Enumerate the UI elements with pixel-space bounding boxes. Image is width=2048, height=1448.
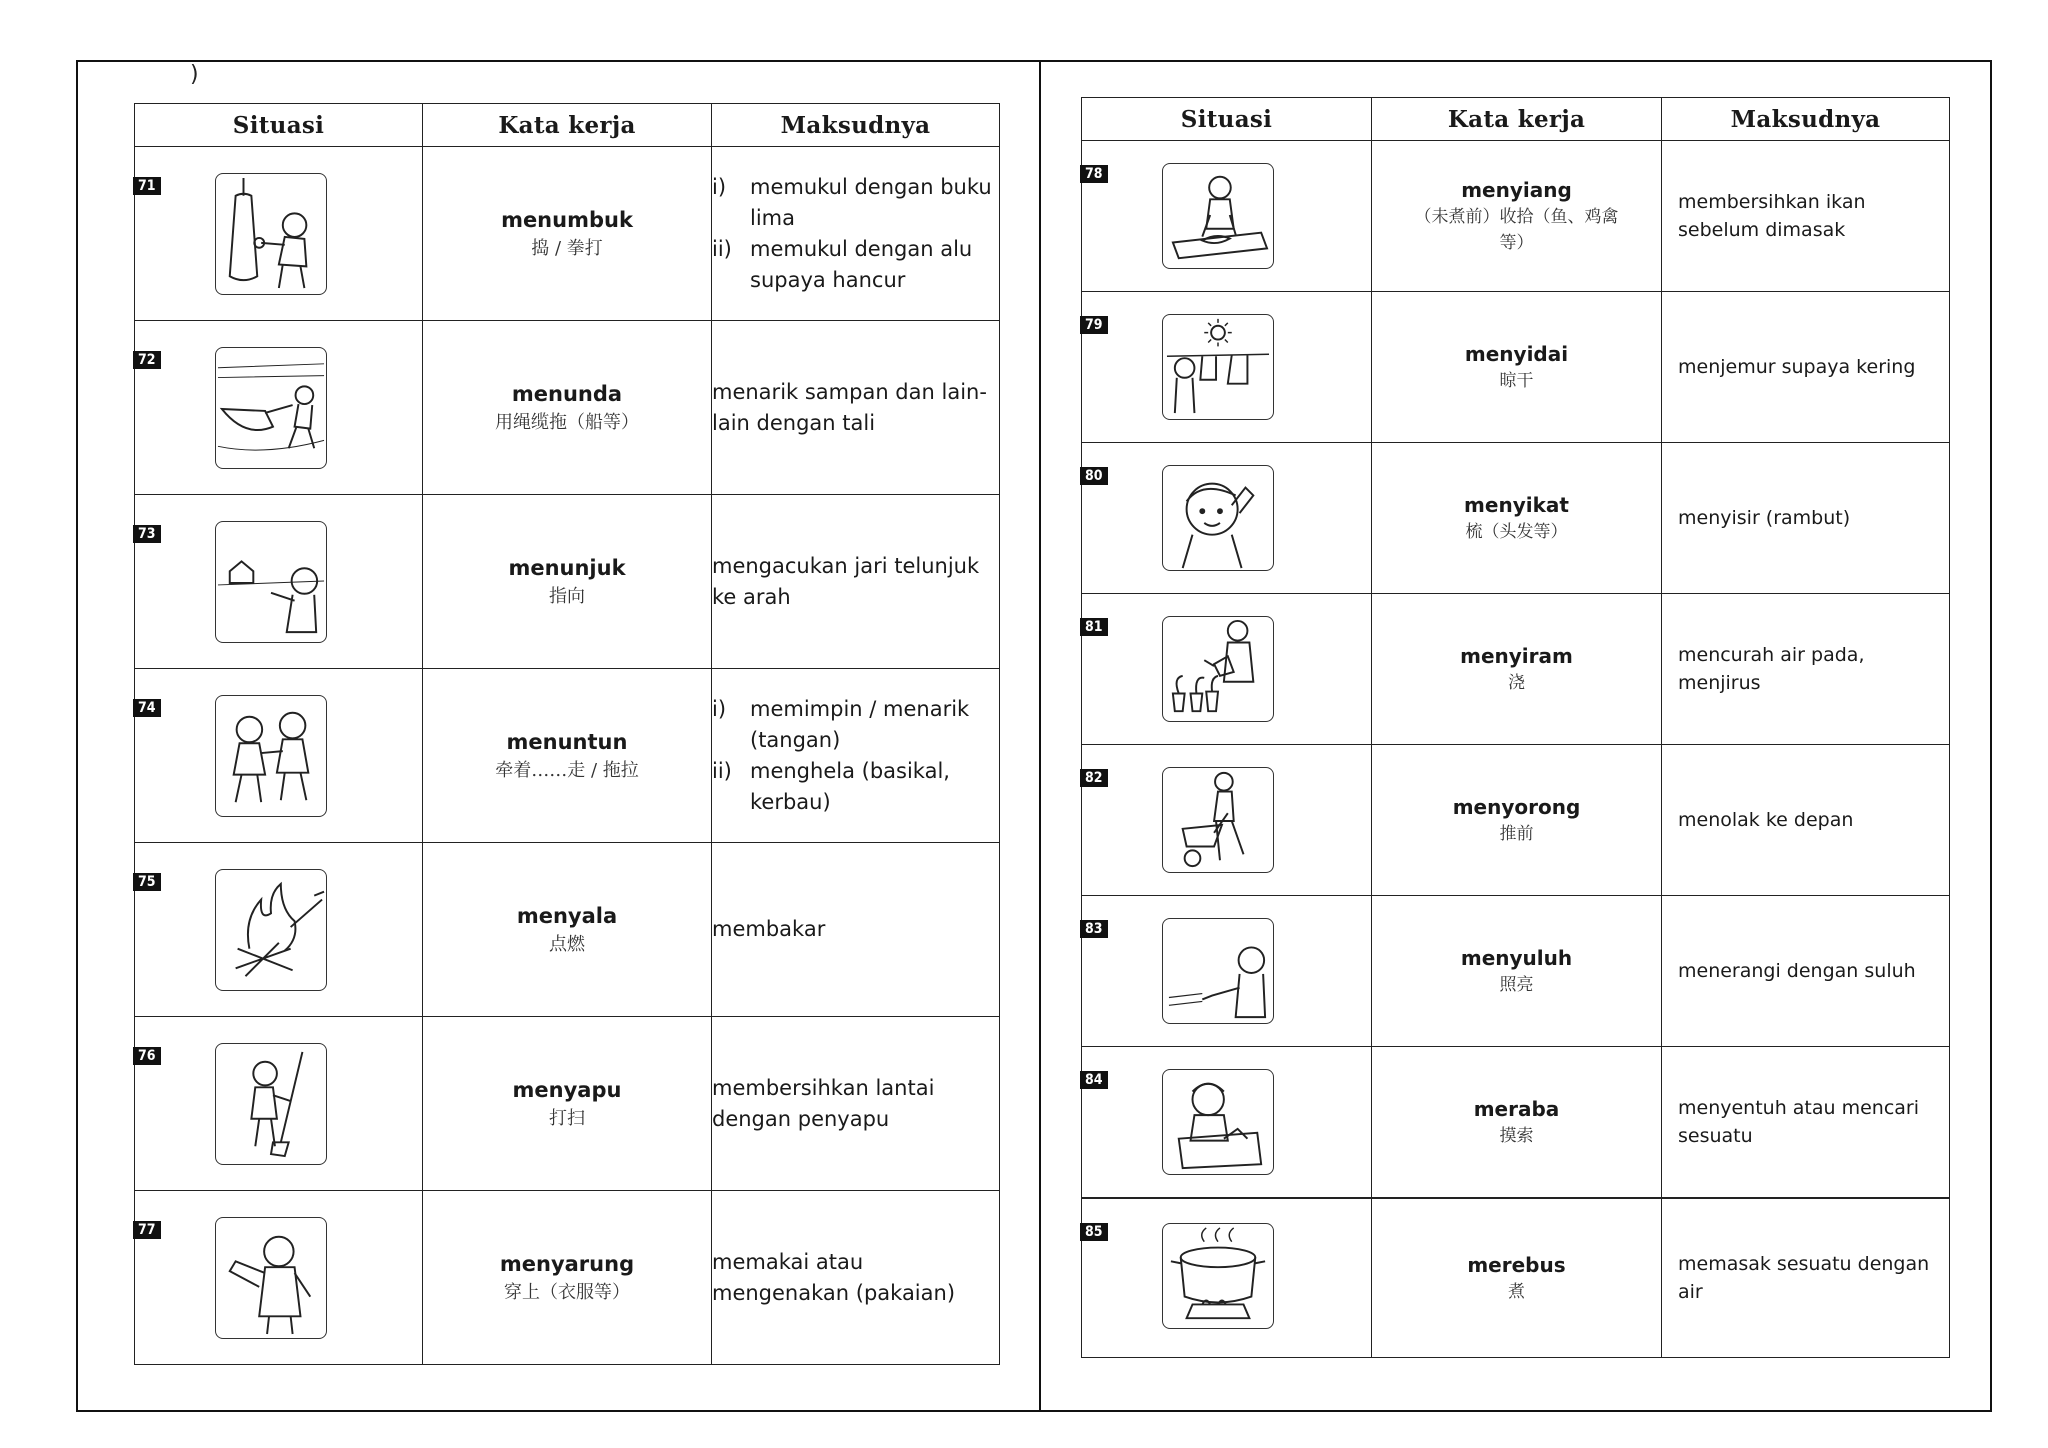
header-row: [1082, 98, 1950, 141]
table-row: [1082, 1047, 1950, 1198]
meaning-cell: memasak sesuatu dengan air: [1662, 1198, 1950, 1358]
table-row: [1082, 896, 1950, 1047]
situasi-cell: [135, 1017, 423, 1191]
situasi-cell: [1082, 443, 1372, 594]
verb-cell: [423, 843, 712, 1017]
verb-chinese: 梳（头发等）: [1465, 522, 1568, 542]
item-number: 74: [133, 699, 161, 717]
meaning-item: ii) memukul dengan alu supaya hancur: [712, 236, 973, 292]
situasi-cell: [135, 1191, 423, 1365]
situasi-cell: [1082, 141, 1372, 292]
header-maksudnya: Maksudnya: [1662, 98, 1950, 141]
verb-word: menunda: [511, 381, 623, 406]
meaning-cell: [712, 147, 1000, 321]
item-number: 84: [1080, 1071, 1108, 1089]
header-kata-kerja: Kata kerja: [423, 104, 712, 147]
meaning-cell: mengacukan jari telunjuk ke arah: [712, 495, 1000, 669]
table-row: [1082, 443, 1950, 594]
table-row: [1082, 1198, 1950, 1358]
verb-word: menyala: [516, 903, 618, 928]
cleaning-fish-illustration: [1162, 163, 1274, 269]
verb-chinese: 捣 / 拳打: [531, 237, 603, 259]
item-number: 82: [1080, 769, 1108, 787]
meaning-item: ii) menghela (basikal, kerbau): [712, 758, 950, 814]
header-situasi: Situasi: [135, 104, 423, 147]
meaning-cell: menjemur supaya kering: [1662, 292, 1950, 443]
situasi-cell: [1082, 1047, 1372, 1198]
verb-cell: [1372, 594, 1662, 745]
page-divider: [1039, 60, 1041, 1412]
verb-word: meraba: [1473, 1096, 1560, 1121]
verb-cell: [1372, 1047, 1662, 1198]
verb-cell: [423, 147, 712, 321]
table-row: [135, 147, 1000, 321]
verb-chinese: 煮: [1508, 1281, 1525, 1302]
dressing-illustration: [215, 1217, 327, 1339]
table-row: [1082, 141, 1950, 292]
verb-cell: [1372, 1198, 1662, 1358]
situasi-cell: [135, 843, 423, 1017]
verb-word: menumbuk: [501, 207, 633, 232]
item-number: 73: [133, 525, 161, 543]
verb-cell: [1372, 896, 1662, 1047]
item-number: 80: [1080, 467, 1108, 485]
situasi-cell: [135, 147, 423, 321]
verb-chinese: 牵着……走 / 拖拉: [495, 759, 639, 781]
item-number: 85: [1080, 1223, 1108, 1241]
verb-cell: [1372, 745, 1662, 896]
sweeping-illustration: [215, 1043, 327, 1165]
verb-chinese: 浇: [1508, 673, 1525, 693]
situasi-cell: [1082, 292, 1372, 443]
item-number: 72: [133, 351, 161, 369]
verb-word: menyidai: [1464, 342, 1569, 366]
table-row: [135, 321, 1000, 495]
watering-plants-illustration: [1162, 616, 1274, 722]
verb-chinese: 推前: [1499, 824, 1534, 844]
item-number: 83: [1080, 920, 1108, 938]
verb-cell: [423, 495, 712, 669]
verb-word: menuntun: [506, 729, 628, 754]
meaning-item: i) memimpin / menarik (tangan): [712, 696, 970, 752]
header-row: [135, 104, 1000, 147]
table-row: [135, 495, 1000, 669]
meaning-cell: [712, 669, 1000, 843]
verb-cell: [423, 669, 712, 843]
verb-word: menyiram: [1460, 644, 1573, 668]
wheelbarrow-illustration: [1162, 767, 1274, 873]
item-number: 75: [133, 873, 161, 891]
verb-word: menyapu: [512, 1077, 622, 1102]
verb-chinese: （未煮前）收拾（鱼、鸡禽等）: [1414, 207, 1619, 253]
situasi-cell: [1082, 745, 1372, 896]
table-row: [1082, 292, 1950, 443]
meaning-cell: membersihkan ikan sebelum dimasak: [1662, 141, 1950, 292]
table-row: [135, 843, 1000, 1017]
situasi-cell: [1082, 1198, 1372, 1358]
situasi-cell: [135, 321, 423, 495]
verb-chinese: 摸索: [1499, 1125, 1534, 1146]
verb-chinese: 指向: [549, 585, 585, 607]
verb-table-left: [134, 103, 1000, 1365]
table-row: [135, 1017, 1000, 1191]
situasi-cell: [135, 669, 423, 843]
item-number: 77: [133, 1221, 161, 1239]
verb-word: merebus: [1467, 1252, 1566, 1277]
verb-chinese: 用绳缆拖（船等）: [495, 411, 639, 433]
meaning-item: i) memukul dengan buku lima: [712, 174, 992, 230]
header-kata-kerja: Kata kerja: [1372, 98, 1662, 141]
leading-hand-illustration: [215, 695, 327, 817]
meaning-cell: memakai atau mengenakan (pakaian): [712, 1191, 1000, 1365]
punching-bag-illustration: [215, 173, 327, 295]
meaning-cell: membakar: [712, 843, 1000, 1017]
campfire-illustration: [215, 869, 327, 991]
item-number: 79: [1080, 316, 1108, 334]
verb-cell: [423, 321, 712, 495]
meaning-cell: menarik sampan dan lain-lain dengan tali: [712, 321, 1000, 495]
combing-hair-illustration: [1162, 465, 1274, 571]
verb-word: menyarung: [499, 1251, 635, 1276]
groping-box-illustration: [1162, 1069, 1274, 1175]
verb-chinese: 晾干: [1499, 371, 1534, 391]
verb-word: menyikat: [1464, 493, 1569, 517]
verb-cell: [1372, 141, 1662, 292]
verb-word: menunjuk: [508, 555, 626, 580]
table-row: [135, 1191, 1000, 1365]
verb-cell: [1372, 443, 1662, 594]
situasi-cell: [135, 495, 423, 669]
item-number: 71: [133, 177, 161, 195]
verb-word: menyuluh: [1460, 946, 1573, 970]
table-row: [1082, 594, 1950, 745]
verb-chinese: 点燃: [549, 933, 585, 955]
situasi-cell: [1082, 594, 1372, 745]
meaning-cell: menerangi dengan suluh: [1662, 896, 1950, 1047]
verb-table-right: [1081, 97, 1950, 1358]
verb-cell: [423, 1191, 712, 1365]
towing-boat-illustration: [215, 347, 327, 469]
verb-word: menyorong: [1452, 795, 1581, 819]
pointing-illustration: [215, 521, 327, 643]
verb-chinese: 打扫: [549, 1107, 585, 1129]
meaning-cell: mencurah air pada, menjirus: [1662, 594, 1950, 745]
item-number: 76: [133, 1047, 161, 1065]
header-situasi: Situasi: [1082, 98, 1372, 141]
boiling-pot-illustration: [1162, 1223, 1274, 1329]
table-row: [135, 669, 1000, 843]
header-maksudnya: Maksudnya: [712, 104, 1000, 147]
torch-illustration: [1162, 918, 1274, 1024]
meaning-cell: menyentuh atau mencari sesuatu: [1662, 1047, 1950, 1198]
meaning-cell: menyisir (rambut): [1662, 443, 1950, 594]
drying-clothes-illustration: [1162, 314, 1274, 420]
verb-cell: [1372, 292, 1662, 443]
verb-chinese: 照亮: [1499, 975, 1534, 995]
verb-chinese: 穿上（衣服等）: [504, 1281, 630, 1303]
item-number: 78: [1080, 165, 1108, 183]
meaning-cell: membersihkan lantai dengan penyapu: [712, 1017, 1000, 1191]
verb-cell: [423, 1017, 712, 1191]
item-number: 81: [1080, 618, 1108, 636]
table-row: [1082, 745, 1950, 896]
meaning-cell: menolak ke depan: [1662, 745, 1950, 896]
verb-word: menyiang: [1461, 178, 1572, 202]
stray-mark: ): [190, 62, 199, 87]
situasi-cell: [1082, 896, 1372, 1047]
